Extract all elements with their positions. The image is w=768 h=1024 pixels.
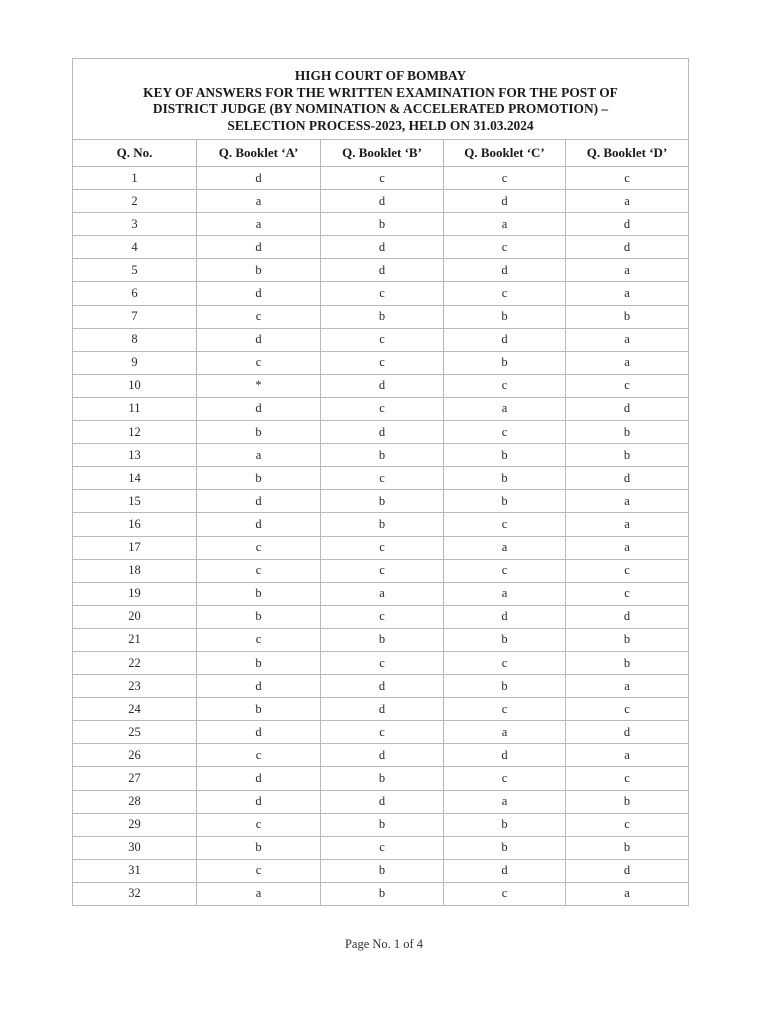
answer-booklet-c: c (444, 513, 566, 536)
question-number: 16 (73, 513, 197, 536)
answer-booklet-a: d (197, 513, 321, 536)
answer-booklet-c: b (444, 351, 566, 374)
answer-booklet-a: d (197, 328, 321, 351)
answer-booklet-d: d (566, 236, 689, 259)
answer-booklet-b: c (321, 559, 444, 582)
title-row (73, 59, 689, 140)
answer-booklet-c: d (444, 605, 566, 628)
table-row (73, 721, 689, 744)
question-number: 6 (73, 282, 197, 305)
table-row (73, 675, 689, 698)
answer-booklet-b: c (321, 467, 444, 490)
answer-booklet-b: b (321, 882, 444, 905)
answer-booklet-c: b (444, 444, 566, 467)
table-row (73, 351, 689, 374)
table-row (73, 397, 689, 420)
answer-booklet-a: b (197, 836, 321, 859)
answer-booklet-a: b (197, 467, 321, 490)
question-number: 13 (73, 444, 197, 467)
answer-booklet-c: c (444, 651, 566, 674)
answer-booklet-b: b (321, 213, 444, 236)
answer-booklet-a: c (197, 536, 321, 559)
answer-booklet-a: d (197, 490, 321, 513)
answer-key-document (72, 58, 688, 906)
question-number: 17 (73, 536, 197, 559)
answer-booklet-c: c (444, 282, 566, 305)
question-number: 9 (73, 351, 197, 374)
answer-booklet-b: d (321, 259, 444, 282)
answer-booklet-b: b (321, 813, 444, 836)
answer-booklet-d: a (566, 259, 689, 282)
table-row (73, 836, 689, 859)
answer-booklet-c: a (444, 790, 566, 813)
table-row (73, 328, 689, 351)
question-number: 29 (73, 813, 197, 836)
question-number: 22 (73, 651, 197, 674)
answer-booklet-d: c (566, 813, 689, 836)
question-number: 21 (73, 628, 197, 651)
answer-booklet-d: a (566, 513, 689, 536)
answer-booklet-c: a (444, 213, 566, 236)
title-exam-line: KEY OF ANSWERS FOR THE WRITTEN EXAMINATION FOR THE POST OF (143, 84, 618, 100)
answer-booklet-d: a (566, 536, 689, 559)
answer-booklet-c: b (444, 467, 566, 490)
answer-booklet-c: d (444, 190, 566, 213)
answer-booklet-c: c (444, 559, 566, 582)
table-row (73, 859, 689, 882)
answer-booklet-a: d (197, 767, 321, 790)
table-row (73, 744, 689, 767)
title-post-line: DISTRICT JUDGE (BY NOMINATION & ACCELERATED PROMOTION) – (152, 101, 609, 116)
table-row (73, 605, 689, 628)
answer-booklet-a: c (197, 351, 321, 374)
answer-booklet-d: b (566, 790, 689, 813)
answer-booklet-a: a (197, 882, 321, 905)
answer-booklet-b: d (321, 744, 444, 767)
answer-booklet-d: d (566, 605, 689, 628)
answer-booklet-b: a (321, 582, 444, 605)
question-number: 10 (73, 374, 197, 397)
question-number: 26 (73, 744, 197, 767)
title-process-line: SELECTION PROCESS-2023, HELD ON 31.03.2024 (227, 117, 534, 133)
question-number: 11 (73, 397, 197, 420)
table-row (73, 513, 689, 536)
answer-booklet-d: a (566, 190, 689, 213)
question-number: 32 (73, 882, 197, 905)
answer-booklet-c: b (444, 675, 566, 698)
answer-booklet-c: d (444, 744, 566, 767)
answer-booklet-c: a (444, 582, 566, 605)
title-court-name: HIGH COURT OF BOMBAY (294, 68, 467, 83)
answer-booklet-d: a (566, 282, 689, 305)
answer-booklet-d: d (566, 213, 689, 236)
answer-booklet-a: d (197, 790, 321, 813)
answer-booklet-a: a (197, 213, 321, 236)
answer-booklet-d: c (566, 698, 689, 721)
table-row (73, 444, 689, 467)
answer-booklet-d: b (566, 421, 689, 444)
answer-booklet-d: c (566, 374, 689, 397)
table-row (73, 190, 689, 213)
answer-booklet-c: a (444, 536, 566, 559)
answer-booklet-a: c (197, 859, 321, 882)
answer-booklet-b: c (321, 536, 444, 559)
answer-booklet-b: b (321, 628, 444, 651)
answer-booklet-d: b (566, 628, 689, 651)
document-title (73, 59, 689, 140)
answer-booklet-a: d (197, 397, 321, 420)
answer-booklet-b: d (321, 698, 444, 721)
answer-booklet-d: a (566, 744, 689, 767)
answer-booklet-b: b (321, 490, 444, 513)
answer-booklet-a: b (197, 651, 321, 674)
answer-booklet-a: d (197, 675, 321, 698)
answer-booklet-b: d (321, 374, 444, 397)
answer-booklet-b: b (321, 859, 444, 882)
column-header-booklet-d: Q. Booklet ‘D’ (566, 140, 689, 167)
answer-booklet-c: b (444, 490, 566, 513)
answer-booklet-d: b (566, 651, 689, 674)
answer-booklet-a: b (197, 259, 321, 282)
table-row (73, 698, 689, 721)
answer-booklet-c: a (444, 721, 566, 744)
answer-booklet-b: c (321, 605, 444, 628)
answer-booklet-a: b (197, 421, 321, 444)
table-row (73, 282, 689, 305)
table-row (73, 213, 689, 236)
table-row (73, 467, 689, 490)
answer-booklet-d: a (566, 351, 689, 374)
answer-booklet-b: c (321, 328, 444, 351)
answer-rows (73, 167, 689, 906)
answer-booklet-b: c (321, 721, 444, 744)
answer-booklet-d: a (566, 490, 689, 513)
answer-booklet-d: c (566, 559, 689, 582)
table-row (73, 259, 689, 282)
table-row (73, 790, 689, 813)
table-row (73, 813, 689, 836)
answer-booklet-c: c (444, 421, 566, 444)
answer-booklet-d: a (566, 675, 689, 698)
answer-booklet-b: d (321, 421, 444, 444)
answer-booklet-b: b (321, 444, 444, 467)
answer-booklet-b: d (321, 236, 444, 259)
table-row (73, 421, 689, 444)
answer-booklet-c: d (444, 328, 566, 351)
answer-booklet-c: c (444, 236, 566, 259)
question-number: 8 (73, 328, 197, 351)
answer-booklet-d: b (566, 444, 689, 467)
answer-booklet-d: a (566, 882, 689, 905)
question-number: 19 (73, 582, 197, 605)
answer-booklet-b: b (321, 767, 444, 790)
table-row (73, 767, 689, 790)
answer-booklet-b: d (321, 790, 444, 813)
question-number: 18 (73, 559, 197, 582)
answer-booklet-a: c (197, 628, 321, 651)
answer-key-table (72, 58, 689, 906)
answer-booklet-c: a (444, 397, 566, 420)
question-number: 28 (73, 790, 197, 813)
answer-booklet-a: c (197, 559, 321, 582)
answer-booklet-a: * (197, 374, 321, 397)
table-row (73, 536, 689, 559)
answer-booklet-a: d (197, 167, 321, 190)
question-number: 27 (73, 767, 197, 790)
answer-booklet-a: d (197, 721, 321, 744)
answer-booklet-a: a (197, 190, 321, 213)
answer-booklet-b: c (321, 282, 444, 305)
question-number: 30 (73, 836, 197, 859)
answer-booklet-c: c (444, 767, 566, 790)
question-number: 20 (73, 605, 197, 628)
answer-booklet-d: d (566, 467, 689, 490)
question-number: 7 (73, 305, 197, 328)
table-row (73, 167, 689, 190)
column-header-qno: Q. No. (73, 140, 197, 167)
answer-booklet-a: b (197, 605, 321, 628)
answer-booklet-a: c (197, 744, 321, 767)
question-number: 5 (73, 259, 197, 282)
answer-booklet-c: b (444, 305, 566, 328)
table-row (73, 582, 689, 605)
answer-booklet-c: c (444, 167, 566, 190)
question-number: 3 (73, 213, 197, 236)
answer-booklet-d: c (566, 582, 689, 605)
answer-booklet-b: c (321, 167, 444, 190)
answer-booklet-d: c (566, 767, 689, 790)
column-header-booklet-a: Q. Booklet ‘A’ (197, 140, 321, 167)
question-number: 2 (73, 190, 197, 213)
answer-booklet-b: c (321, 397, 444, 420)
answer-booklet-a: c (197, 305, 321, 328)
table-row (73, 559, 689, 582)
question-number: 1 (73, 167, 197, 190)
answer-booklet-c: d (444, 859, 566, 882)
answer-booklet-a: b (197, 698, 321, 721)
question-number: 24 (73, 698, 197, 721)
answer-booklet-b: b (321, 513, 444, 536)
question-number: 12 (73, 421, 197, 444)
table-row (73, 628, 689, 651)
answer-booklet-a: d (197, 236, 321, 259)
answer-booklet-d: a (566, 328, 689, 351)
answer-booklet-c: c (444, 374, 566, 397)
page-number: Page No. 1 of 4 (344, 937, 424, 951)
answer-booklet-b: c (321, 836, 444, 859)
answer-booklet-d: b (566, 836, 689, 859)
table-row (73, 305, 689, 328)
table-row (73, 236, 689, 259)
answer-booklet-d: d (566, 397, 689, 420)
answer-booklet-b: d (321, 675, 444, 698)
answer-booklet-a: a (197, 444, 321, 467)
question-number: 31 (73, 859, 197, 882)
column-header-booklet-c: Q. Booklet ‘C’ (444, 140, 566, 167)
answer-booklet-d: c (566, 167, 689, 190)
answer-booklet-d: d (566, 721, 689, 744)
table-row (73, 490, 689, 513)
answer-booklet-b: b (321, 305, 444, 328)
question-number: 4 (73, 236, 197, 259)
answer-booklet-c: d (444, 259, 566, 282)
answer-booklet-b: d (321, 190, 444, 213)
question-number: 23 (73, 675, 197, 698)
answer-booklet-c: b (444, 836, 566, 859)
answer-booklet-c: c (444, 698, 566, 721)
table-row (73, 374, 689, 397)
answer-booklet-d: b (566, 305, 689, 328)
question-number: 14 (73, 467, 197, 490)
column-header-booklet-b: Q. Booklet ‘B’ (321, 140, 444, 167)
answer-booklet-a: b (197, 582, 321, 605)
table-row (73, 882, 689, 905)
table-row (73, 651, 689, 674)
answer-booklet-c: c (444, 882, 566, 905)
question-number: 25 (73, 721, 197, 744)
column-header-row (73, 140, 689, 167)
answer-booklet-c: b (444, 628, 566, 651)
answer-booklet-a: d (197, 282, 321, 305)
answer-booklet-a: c (197, 813, 321, 836)
answer-booklet-b: c (321, 651, 444, 674)
answer-booklet-b: c (321, 351, 444, 374)
answer-booklet-d: d (566, 859, 689, 882)
answer-booklet-c: b (444, 813, 566, 836)
question-number: 15 (73, 490, 197, 513)
